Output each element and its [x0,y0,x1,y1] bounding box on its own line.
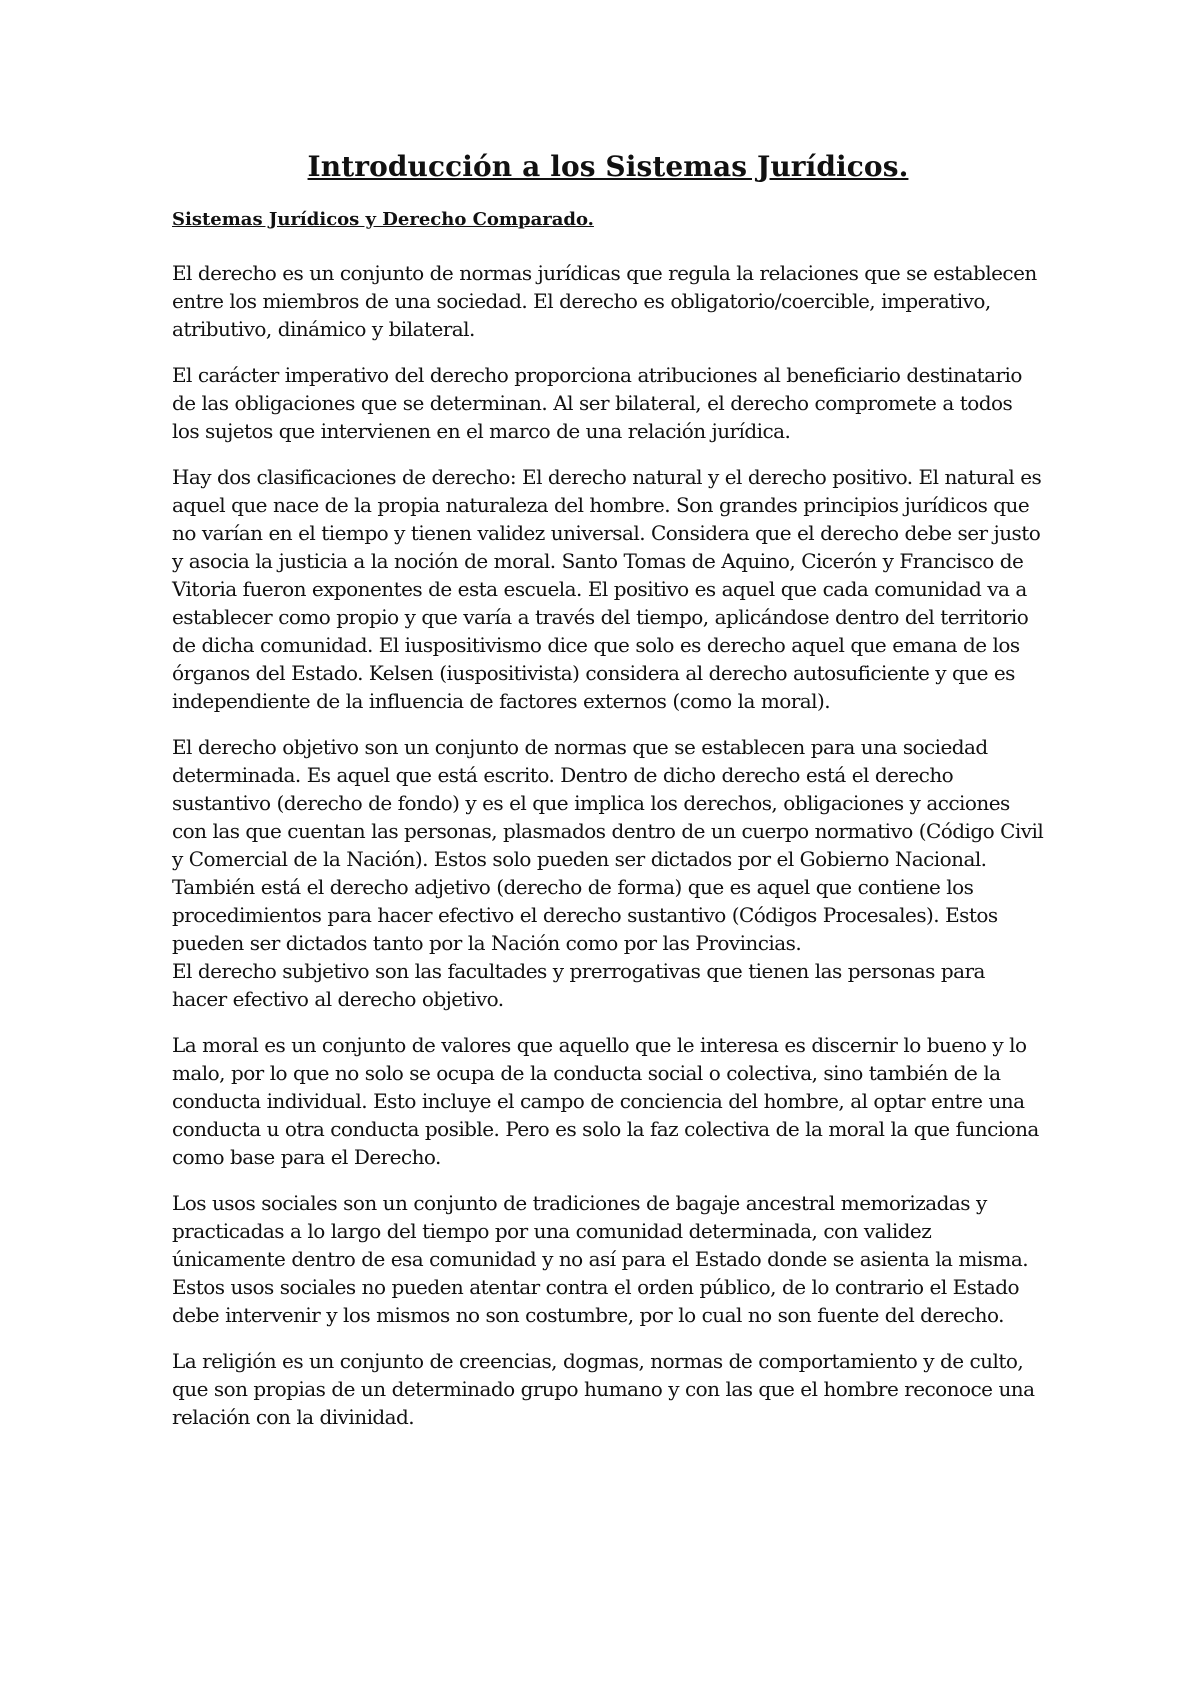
document-body [172,150,1044,1431]
paragraph-definicion-derecho: El derecho es un conjunto de normas jurídicas que regula la relaciones que se establecen entre los miembros de una sociedad. El derecho es obligatorio/coercible, imperativo, atributivo, dinámico y bilateral. [172,260,1037,341]
paragraph-moral: La moral es un conjunto de valores que aquello que le interesa es discernir lo bueno y lo malo, por lo que no solo se ocupa de la conducta social o colectiva, sino también de la conducta individual. Esto incluye el campo de conciencia del hombre, al optar entre una conducta u otra conducta posible. Pero es solo la faz colectiva de la moral la que funciona como base para el Derecho. [172,1032,1039,1169]
paragraph-usos-sociales: Los usos sociales son un conjunto de tradiciones de bagaje ancestral memorizadas y practicadas a lo largo del tiempo por una comunidad determinada, con validez únicamente dentro de esa comunidad y no así para el Estado donde se asienta la misma. Estos usos sociales no pueden atentar contra el orden público, de lo contrario el Estado debe intervenir y los mismos no son costumbre, por lo cual no son fuente del derecho. [172,1190,1028,1327]
paragraph-derecho-subjetivo: El derecho subjetivo son las facultades y prerrogativas que tienen las personas para hacer efectivo al derecho objetivo. [172,958,985,1011]
paragraph-clasificaciones: Hay dos clasificaciones de derecho: El derecho natural y el derecho positivo. El natural es aquel que nace de la propia naturaleza del hombre. Son grandes principios jurídicos que no varían en el tiempo y tienen validez universal. Considera que el derecho debe ser justo y asocia la justicia a la noción de moral. Santo Tomas de Aquino, Cicerón y Francisco de Vitoria fueron exponentes de esta escuela. El positivo es aquel que cada comunidad va a establecer como propio y que varía a través del tiempo, aplicándose dentro del territorio de dicha comunidad. El iuspositivismo dice que solo es derecho aquel que emana de los órganos del Estado. Kelsen (iuspositivista) considera al derecho autosuficiente y que es independiente de la influencia de factores externos (como la moral). [172,464,1042,713]
section-heading: Sistemas Jurídicos y Derecho Comparado. [172,208,594,230]
paragraph-religion: La religión es un conjunto de creencias, dogmas, normas de comportamiento y de culto, que son propias de un determinado grupo humano y con las que el hombre reconoce una relación con la divinidad. [172,1348,1035,1429]
page-title: Introducción a los Sistemas Jurídicos. [307,150,909,183]
paragraph-derecho-objetivo: El derecho objetivo son un conjunto de normas que se establecen para una sociedad determinada. Es aquel que está escrito. Dentro de dicho derecho está el derecho sustantivo (derecho de fondo) y es el que implica los derechos, obligaciones y acciones con las que cuentan las personas, plasmados dentro de un cuerpo normativo (Código Civil y Comercial de la Nación). Estos solo pueden ser dictados por el Gobierno Nacional. También está el derecho adjetivo (derecho de forma) que es aquel que contiene los procedimientos para hacer efectivo el derecho sustantivo (Códigos Procesales). Estos pueden ser dictados tanto por la Nación como por las Provincias. [172,734,1044,955]
paragraph-caracter-imperativo: El carácter imperativo del derecho proporciona atribuciones al beneficiario destinatario de las obligaciones que se determinan. Al ser bilateral, el derecho compromete a todos los sujetos que intervienen en el marco de una relación jurídica. [172,362,1022,443]
